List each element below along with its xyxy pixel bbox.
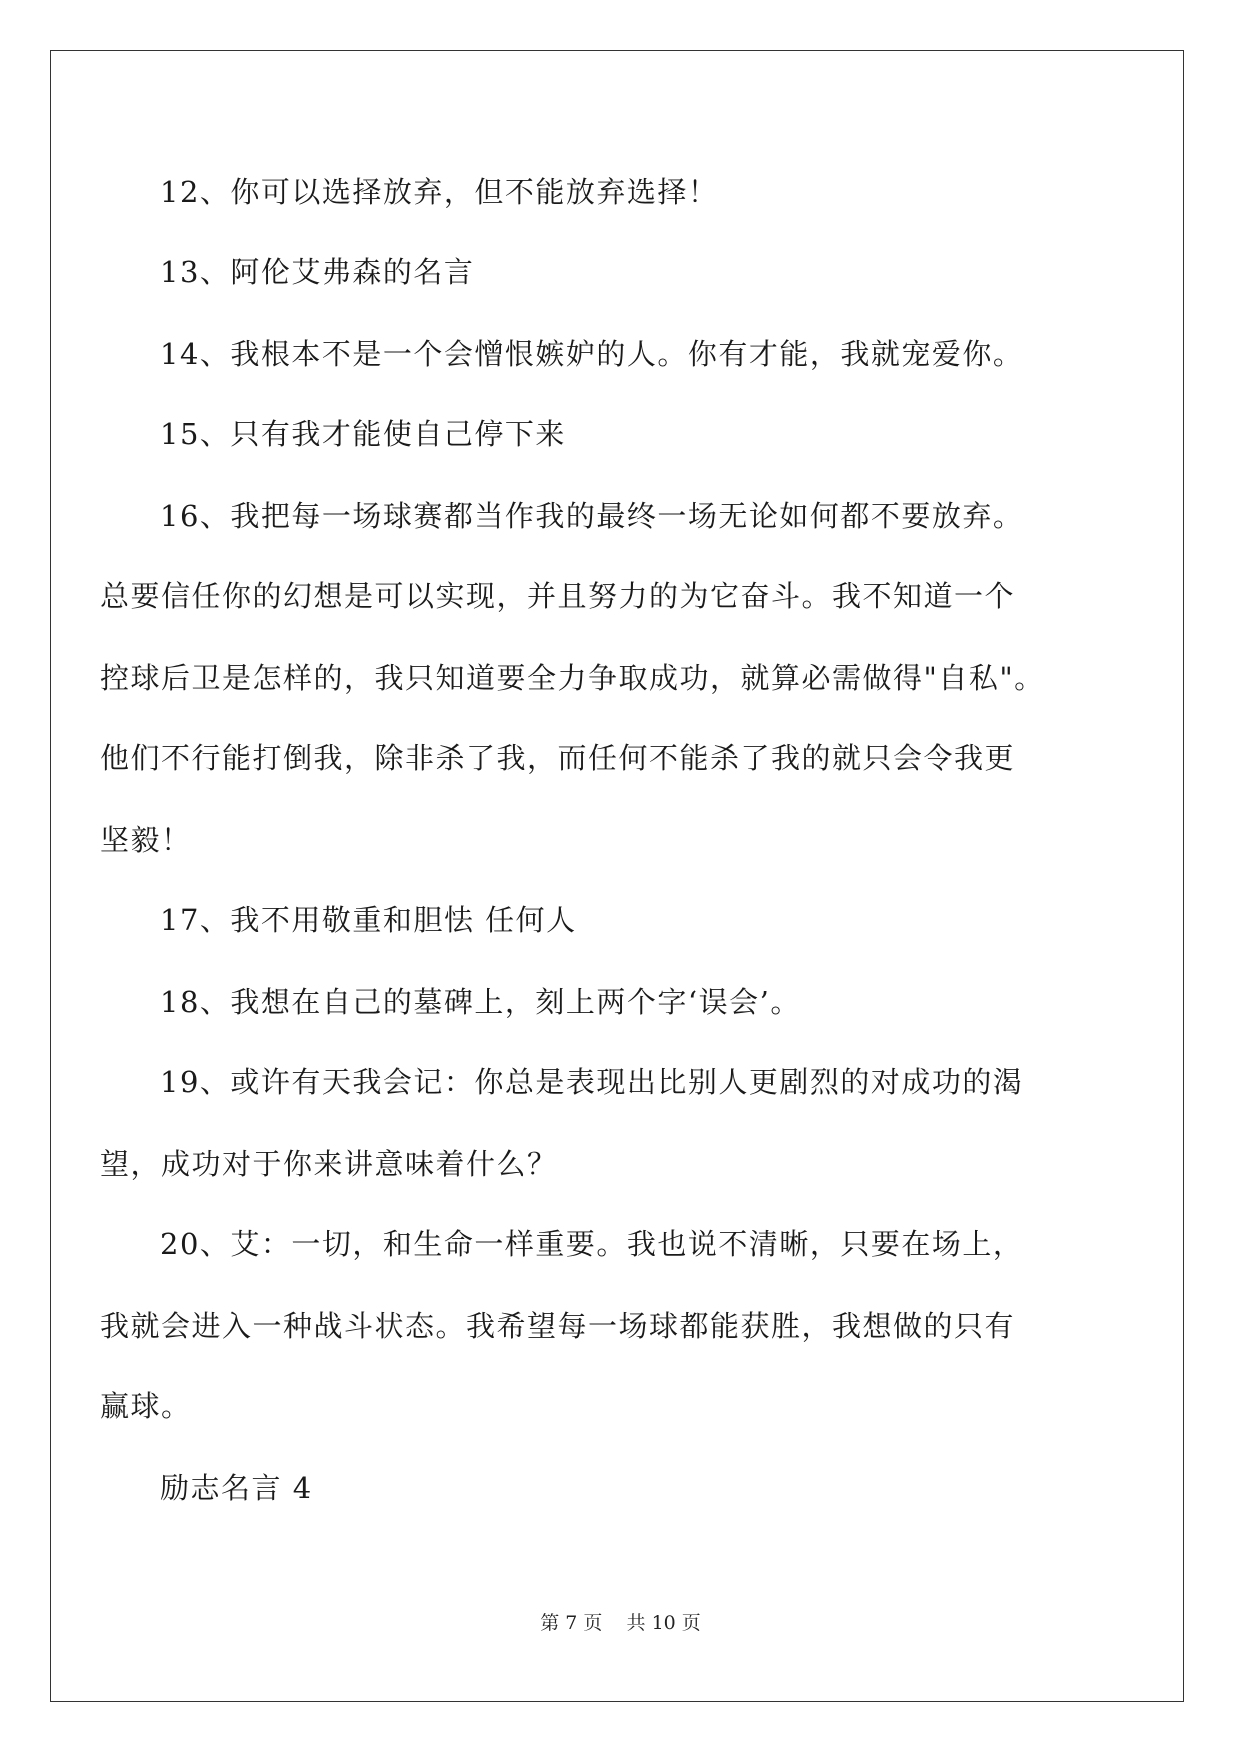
page-border: [50, 50, 1184, 1702]
quote-19-line-1: 19、或许有天我会记：你总是表现出比别人更剧烈的对成功的渴: [160, 1065, 1024, 1099]
quote-20-line-1: 20、艾：一切，和生命一样重要。我也说不清晰，只要在场上，: [160, 1227, 1024, 1261]
page-number-footer: 第 7 页 共 10 页: [540, 1612, 701, 1634]
quote-15: 15、只有我才能使自己停下来: [160, 417, 566, 451]
quote-20-line-3: 赢球。: [100, 1389, 192, 1423]
section-heading: 励志名言 4: [160, 1471, 313, 1505]
quote-18: 18、我想在自己的墓碑上，刻上两个字‘误会’。: [160, 985, 801, 1019]
quote-20-line-2: 我就会进入一种战斗状态。我希望每一场球都能获胜，我想做的只有: [100, 1309, 1016, 1343]
quote-19-line-2: 望，成功对于你来讲意味着什么？: [100, 1147, 558, 1181]
quote-16-line-1: 16、我把每一场球赛都当作我的最终一场无论如何都不要放弃。: [160, 499, 1024, 533]
quote-16-line-3: 控球后卫是怎样的，我只知道要全力争取成功，就算必需做得"自私"。: [100, 661, 1045, 695]
quote-14: 14、我根本不是一个会憎恨嫉妒的人。你有才能，我就宠爱你。: [160, 337, 1024, 371]
quote-16-line-2: 总要信任你的幻想是可以实现，并且努力的为它奋斗。我不知道一个: [100, 579, 1016, 613]
quote-16-line-5: 坚毅！: [100, 823, 192, 857]
quote-13: 13、阿伦艾弗森的名言: [160, 255, 475, 289]
quote-16-line-4: 他们不行能打倒我，除非杀了我，而任何不能杀了我的就只会令我更: [100, 741, 1016, 775]
quote-17: 17、我不用敬重和胆怯 任何人: [160, 903, 577, 937]
quote-12: 12、你可以选择放弃，但不能放弃选择！: [160, 175, 719, 209]
